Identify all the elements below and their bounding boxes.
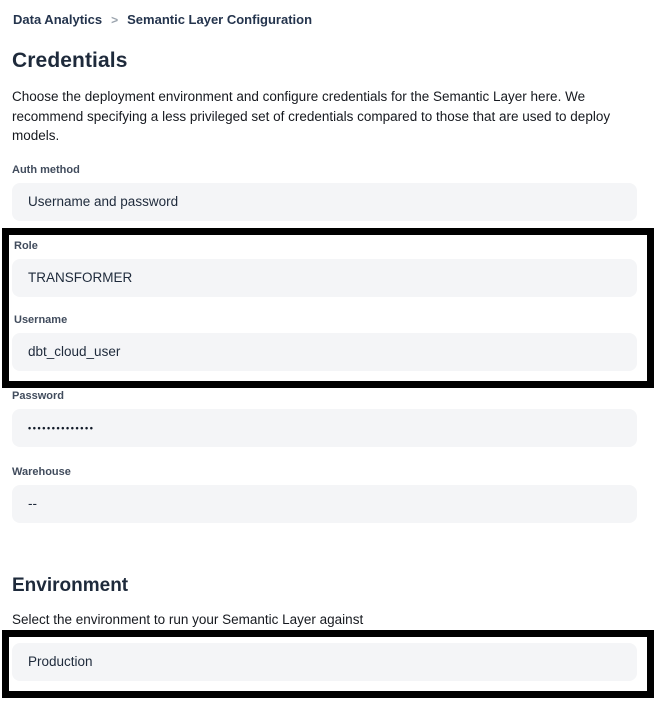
username-label: Username (14, 313, 68, 326)
warehouse-input[interactable]: -- (12, 485, 637, 523)
auth-method-label: Auth method (12, 163, 80, 176)
semantic-layer-configuration-page (0, 12, 661, 728)
password-input[interactable]: •••••••••••••• (12, 409, 637, 447)
highlight-box-role-username (2, 228, 654, 388)
environment-input[interactable]: Production (12, 643, 637, 681)
environment-description: Select the environment to run your Semantic Layer against (12, 611, 364, 627)
environment-heading: Environment (12, 574, 129, 596)
breadcrumb-item-semantic-layer-configuration[interactable]: Semantic Layer Configuration (127, 12, 313, 27)
highlight-box-environment (2, 630, 654, 698)
credentials-description: Choose the deployment environment and configure credentials for the Semantic Layer here. We recommend specifying a less privileged set of credentials compared to those that are used to deploy models. (12, 89, 611, 143)
auth-method-input[interactable]: Username and password (12, 183, 637, 221)
password-label: Password (12, 389, 64, 402)
breadcrumb (13, 12, 661, 27)
credentials-heading: Credentials (12, 49, 128, 72)
role-label: Role (14, 239, 38, 252)
password-field-group (12, 390, 661, 447)
warehouse-field-group (12, 466, 661, 523)
chevron-right-icon: > (111, 12, 119, 27)
role-field-group (12, 240, 647, 297)
warehouse-label: Warehouse (12, 465, 71, 478)
breadcrumb-item-data-analytics[interactable]: Data Analytics (13, 12, 103, 27)
username-field-group (12, 314, 647, 371)
username-input[interactable]: dbt_cloud_user (12, 333, 637, 371)
auth-method-field-group (12, 164, 661, 221)
role-input[interactable]: TRANSFORMER (12, 259, 637, 297)
